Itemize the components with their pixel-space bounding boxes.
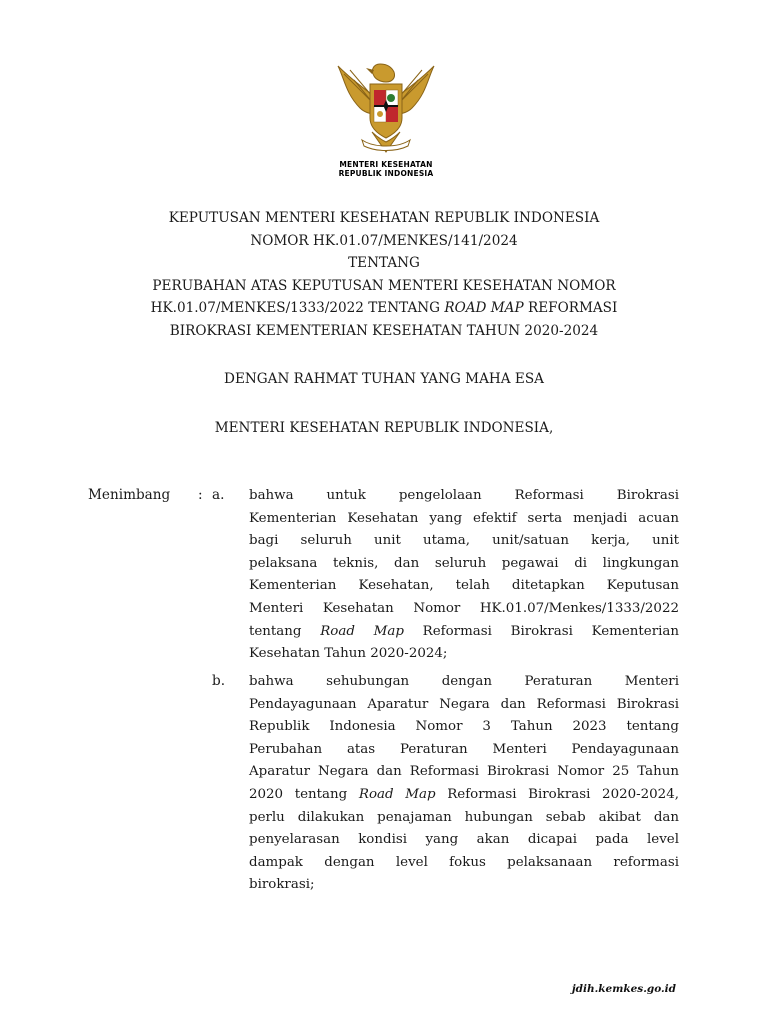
clause-b-marker: b. bbox=[212, 673, 226, 689]
heading-line2: NOMOR HK.01.07/MENKES/141/2024 bbox=[250, 232, 518, 249]
clause-b-line: Aparatur Negara dan Reformasi Birokrasi Nomor 25 Tahun bbox=[249, 764, 679, 780]
heading-line4: PERUBAHAN ATAS KEPUTUSAN MENTERI KESEHATAN NOMOR bbox=[152, 277, 616, 294]
clause-b-line6-italic: Road Map bbox=[358, 786, 436, 802]
clause-a-line7-a: tentang bbox=[249, 623, 321, 639]
clause-b-line: Republik Indonesia Nomor 3 Tahun 2023 tentang bbox=[249, 719, 679, 735]
clause-a-line: Kementerian Kesehatan, telah ditetapkan Keputusan bbox=[249, 578, 679, 594]
clause-b-line: Perubahan atas Peraturan Menteri Pendayagunaan bbox=[249, 741, 679, 757]
footer-website: jdih.kemkes.go.id bbox=[571, 983, 676, 995]
menteri-line: MENTERI KESEHATAN REPUBLIK INDONESIA, bbox=[214, 420, 554, 436]
clause-a-line: Kementerian Kesehatan yang efektif serta menjadi acuan bbox=[249, 510, 679, 526]
clause-a-line7-italic: Road Map bbox=[320, 623, 404, 639]
clause-a-line: Menteri Kesehatan Nomor HK.01.07/Menkes/1333/2022 bbox=[249, 600, 679, 616]
rahmat-line: DENGAN RAHMAT TUHAN YANG MAHA ESA bbox=[224, 371, 544, 387]
emblem-caption-line2: REPUBLIK INDONESIA bbox=[338, 169, 434, 178]
menimbang-colon: : bbox=[198, 487, 203, 503]
menimbang-label: Menimbang bbox=[88, 487, 171, 503]
garuda-emblem-icon bbox=[330, 56, 442, 160]
document-heading bbox=[90, 207, 678, 343]
clause-b-line: bahwa sehubungan dengan Peraturan Menteri bbox=[249, 674, 679, 689]
heading-line5-italic: ROAD MAP bbox=[444, 300, 524, 317]
clause-b-line-6 bbox=[249, 784, 679, 807]
clause-a-line: bahwa untuk pengelolaan Reformasi Birokrasi bbox=[249, 488, 679, 503]
heading-line3: TENTANG bbox=[348, 255, 420, 272]
clause-b-line: Pendayagunaan Aparatur Negara dan Reformasi Birokrasi bbox=[249, 696, 679, 712]
heading-line5 bbox=[90, 297, 678, 320]
ministry-emblem bbox=[330, 56, 442, 180]
clause-a-marker: a. bbox=[212, 487, 225, 503]
clause-b-line: perlu dilakukan penajaman hubungan sebab akibat dan bbox=[249, 809, 679, 825]
heading-line5-c: REFORMASI bbox=[523, 300, 618, 317]
clause-a-line-8: Kesehatan Tahun 2020-2024; bbox=[249, 646, 448, 662]
clause-a bbox=[249, 485, 679, 666]
heading-line5-a: HK.01.07/MENKES/1333/2022 TENTANG bbox=[150, 300, 445, 317]
heading-line1: KEPUTUSAN MENTERI KESEHATAN REPUBLIK INDONESIA bbox=[168, 210, 600, 226]
clause-b-line: dampak dengan level fokus pelaksanaan reformasi bbox=[249, 854, 679, 870]
clause-a-line7-c: Reformasi Birokrasi Kementerian bbox=[403, 623, 680, 639]
heading-line6: BIROKRASI KEMENTERIAN KESEHATAN TAHUN 2020-2024 bbox=[169, 322, 599, 339]
clause-a-line-7 bbox=[249, 621, 679, 644]
clause-b-line6-c: Reformasi Birokrasi 2020-2024, bbox=[435, 786, 679, 802]
clause-a-line: bagi seluruh unit utama, unit/satuan kerja, unit bbox=[249, 533, 679, 549]
clause-b-line: penyelarasan kondisi yang akan dicapai pada level bbox=[249, 832, 679, 848]
clause-b-line6-a: 2020 tentang bbox=[249, 786, 359, 802]
clause-b-last-line: birokrasi; bbox=[249, 877, 315, 893]
clause-b bbox=[249, 671, 679, 897]
emblem-caption-line1: MENTERI KESEHATAN bbox=[339, 160, 433, 169]
clause-a-line: pelaksana teknis, dan seluruh pegawai di lingkungan bbox=[249, 555, 679, 571]
